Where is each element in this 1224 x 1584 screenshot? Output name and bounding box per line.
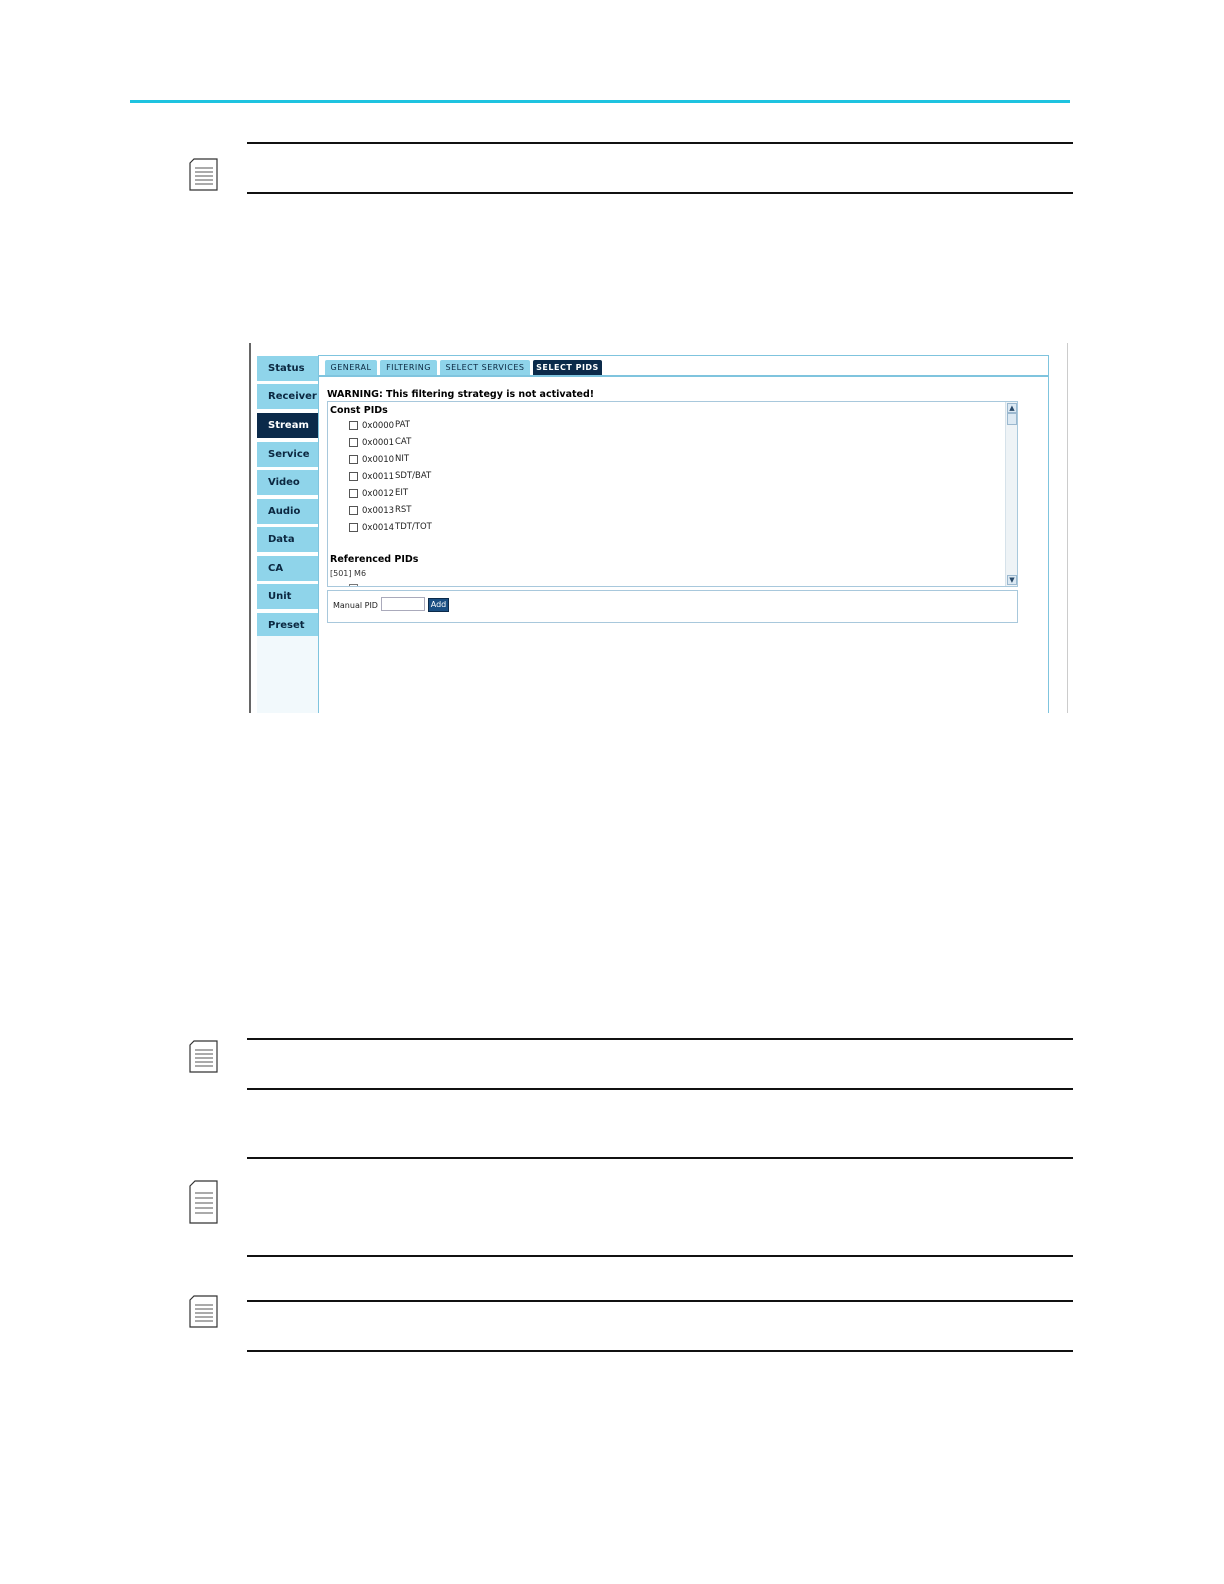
pid-list[interactable] bbox=[327, 401, 1018, 587]
header-rule bbox=[130, 100, 1070, 103]
ui-screenshot bbox=[249, 343, 1070, 713]
scroll-down-arrow-icon[interactable]: ▼ bbox=[1007, 575, 1017, 585]
tab-general[interactable]: GENERAL bbox=[325, 360, 377, 375]
note-rule-top bbox=[247, 1300, 1073, 1302]
warning-message: WARNING: This filtering strategy is not activated! bbox=[327, 389, 595, 400]
pid-name: CAT bbox=[395, 437, 412, 447]
note-rule-bottom bbox=[247, 1255, 1073, 1257]
note-rule-bottom bbox=[247, 1088, 1073, 1090]
screenshot-border bbox=[1067, 343, 1068, 713]
tab-filtering[interactable]: FILTERING bbox=[380, 360, 437, 375]
pid-checkbox[interactable] bbox=[349, 438, 358, 447]
note-rule-top bbox=[247, 1157, 1073, 1159]
pid-value: 0x0011 bbox=[362, 472, 395, 482]
tab-underline bbox=[319, 375, 1049, 377]
manual-pid-input[interactable] bbox=[381, 597, 425, 611]
sidebar-item-data[interactable]: Data bbox=[257, 527, 318, 552]
sidebar-item-service[interactable]: Service bbox=[257, 442, 318, 467]
pid-value: 0x0013 bbox=[362, 506, 395, 516]
sidebar-filler bbox=[257, 636, 318, 713]
const-pids-heading: Const PIDs bbox=[330, 405, 388, 416]
pid-checkbox[interactable] bbox=[349, 472, 358, 481]
note-rule-top bbox=[247, 142, 1073, 144]
note-document-icon bbox=[189, 1180, 218, 1224]
pid-value: 0x0014 bbox=[362, 523, 395, 533]
note-document-icon bbox=[189, 1295, 218, 1328]
tab-select-services[interactable]: SELECT SERVICES bbox=[440, 360, 530, 375]
note-document-icon bbox=[189, 158, 218, 191]
sidebar-item-stream[interactable]: Stream bbox=[257, 413, 318, 438]
service-reference: [501] M6 bbox=[330, 569, 367, 578]
note-rule-bottom bbox=[247, 1350, 1073, 1352]
sidebar-item-video[interactable]: Video bbox=[257, 470, 318, 495]
pid-name: NIT bbox=[395, 454, 410, 464]
add-pid-button[interactable]: Add bbox=[428, 598, 449, 612]
sidebar-item-unit[interactable]: Unit bbox=[257, 584, 318, 609]
pid-list-scrollbar[interactable] bbox=[1005, 402, 1017, 586]
pid-value: 0x0000 bbox=[362, 421, 395, 431]
pid-name: EIT bbox=[395, 488, 409, 498]
sidebar-item-preset[interactable]: Preset bbox=[257, 613, 318, 638]
pid-checkbox[interactable] bbox=[349, 489, 358, 498]
pid-name: PAT bbox=[395, 420, 410, 430]
sidebar-item-ca[interactable]: CA bbox=[257, 556, 318, 581]
pid-value: 0x0012 bbox=[362, 489, 395, 499]
sidebar-item-status[interactable]: Status bbox=[257, 356, 318, 381]
pid-name: TDT/TOT bbox=[395, 522, 432, 532]
tab-select-pids[interactable]: SELECT PIDS bbox=[533, 360, 602, 375]
pid-checkbox[interactable] bbox=[349, 523, 358, 532]
pid-checkbox[interactable] bbox=[349, 584, 358, 587]
note-rule-bottom bbox=[247, 192, 1073, 194]
pid-value: 0x0001 bbox=[362, 438, 395, 448]
manual-pid-panel bbox=[327, 590, 1018, 623]
pid-name: SDT/BAT bbox=[395, 471, 432, 481]
pid-checkbox[interactable] bbox=[349, 455, 358, 464]
pid-checkbox[interactable] bbox=[349, 421, 358, 430]
manual-pid-label: Manual PID bbox=[333, 601, 378, 610]
pid-name: RST bbox=[395, 505, 412, 515]
sidebar-item-audio[interactable]: Audio bbox=[257, 499, 318, 524]
pid-checkbox[interactable] bbox=[349, 506, 358, 515]
sidebar-item-receiver[interactable]: Receiver bbox=[257, 384, 318, 409]
pid-value: 0x0010 bbox=[362, 455, 395, 465]
scrollbar-thumb[interactable] bbox=[1007, 413, 1017, 425]
scroll-up-arrow-icon[interactable]: ▲ bbox=[1007, 403, 1017, 413]
screenshot-border bbox=[249, 343, 251, 713]
note-document-icon bbox=[189, 1040, 218, 1073]
note-rule-top bbox=[247, 1038, 1073, 1040]
referenced-pids-heading: Referenced PIDs bbox=[330, 554, 419, 565]
